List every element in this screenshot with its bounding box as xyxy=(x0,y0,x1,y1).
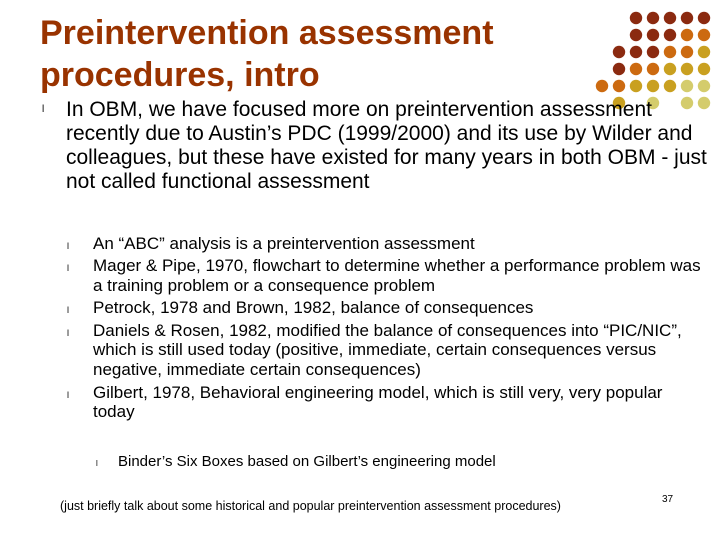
sub-bullet-text: An “ABC” analysis is a preintervention assessment xyxy=(93,234,475,253)
decorative-dot xyxy=(681,29,693,41)
decorative-dot xyxy=(664,46,676,58)
decorative-dot xyxy=(698,12,710,24)
decorative-dot xyxy=(698,46,710,58)
title-line-2: procedures, intro xyxy=(40,56,320,94)
decorative-dot xyxy=(647,46,659,58)
bullet-icon: l xyxy=(67,263,69,274)
decorative-dot xyxy=(698,80,710,92)
sub-bullet-text: Mager & Pipe, 1970, flowchart to determine whether a performance problem was a training problem or a consequence problem xyxy=(93,256,701,296)
decorative-dot xyxy=(698,29,710,41)
sub-bullet-item xyxy=(63,321,703,380)
sub-sub-bullet-item xyxy=(93,452,678,471)
page-number: 37 xyxy=(662,494,674,505)
main-bullet-text: In OBM, we have focused more on preintervention assessment recently due to Austin’s PDC (1999/2000) and its use by Wilder and colleagues, but these have existed for many years in both OBM - just not called functional assessment xyxy=(66,98,707,193)
bullet-icon: l xyxy=(67,305,69,316)
bullet-icon: l xyxy=(67,241,69,251)
sub-bullet-text: Daniels & Rosen, 1982, modified the balance of consequences into “PIC/NIC”, which is still used today (positive, immediate, certain consequences versus negative, immediate certain consequences) xyxy=(93,320,682,380)
decorative-dot xyxy=(664,63,676,75)
decorative-dot xyxy=(630,63,642,75)
sub-bullet-item xyxy=(63,298,703,318)
decorative-dot xyxy=(664,80,676,92)
decorative-dot xyxy=(647,63,659,75)
main-bullet-item xyxy=(40,98,710,194)
sub-bullet-item xyxy=(63,234,703,254)
decorative-dot xyxy=(664,12,676,24)
decorative-dot xyxy=(681,63,693,75)
sub-bullet-text: Petrock, 1978 and Brown, 1982, balance of consequences xyxy=(93,298,534,318)
main-bullet xyxy=(40,98,710,194)
decorative-dot xyxy=(647,29,659,41)
footer-note: (just briefly talk about some historical and popular preintervention assessment procedures) xyxy=(60,499,561,513)
decorative-dot xyxy=(647,80,659,92)
decorative-dot xyxy=(681,46,693,58)
decorative-dot xyxy=(613,80,625,92)
sub-bullet-list xyxy=(63,234,703,425)
bullet-icon: l xyxy=(42,104,45,115)
decorative-dot xyxy=(630,29,642,41)
decorative-dot xyxy=(681,80,693,92)
decorative-dot xyxy=(630,46,642,58)
decorative-dot xyxy=(647,12,659,24)
sub-bullet-item xyxy=(63,256,703,296)
sub-sub-bullet-text: Binder’s Six Boxes based on Gilbert’s engineering model xyxy=(118,453,496,470)
decorative-dot xyxy=(664,29,676,41)
decorative-dot xyxy=(630,12,642,24)
sub-bullet-text: Gilbert, 1978, Behavioral engineering model, which is still very, very popular today xyxy=(93,382,663,422)
title-line-1: Preintervention assessment xyxy=(40,14,494,52)
decorative-dot xyxy=(698,63,710,75)
decorative-dot xyxy=(613,46,625,58)
decorative-dot xyxy=(613,63,625,75)
bullet-icon: l xyxy=(96,459,98,468)
slide-title xyxy=(40,12,600,96)
decorative-dot xyxy=(630,80,642,92)
bullet-icon: l xyxy=(67,389,69,400)
bullet-icon: l xyxy=(67,327,69,338)
sub-bullet-item xyxy=(63,383,703,423)
decorative-dot xyxy=(681,12,693,24)
